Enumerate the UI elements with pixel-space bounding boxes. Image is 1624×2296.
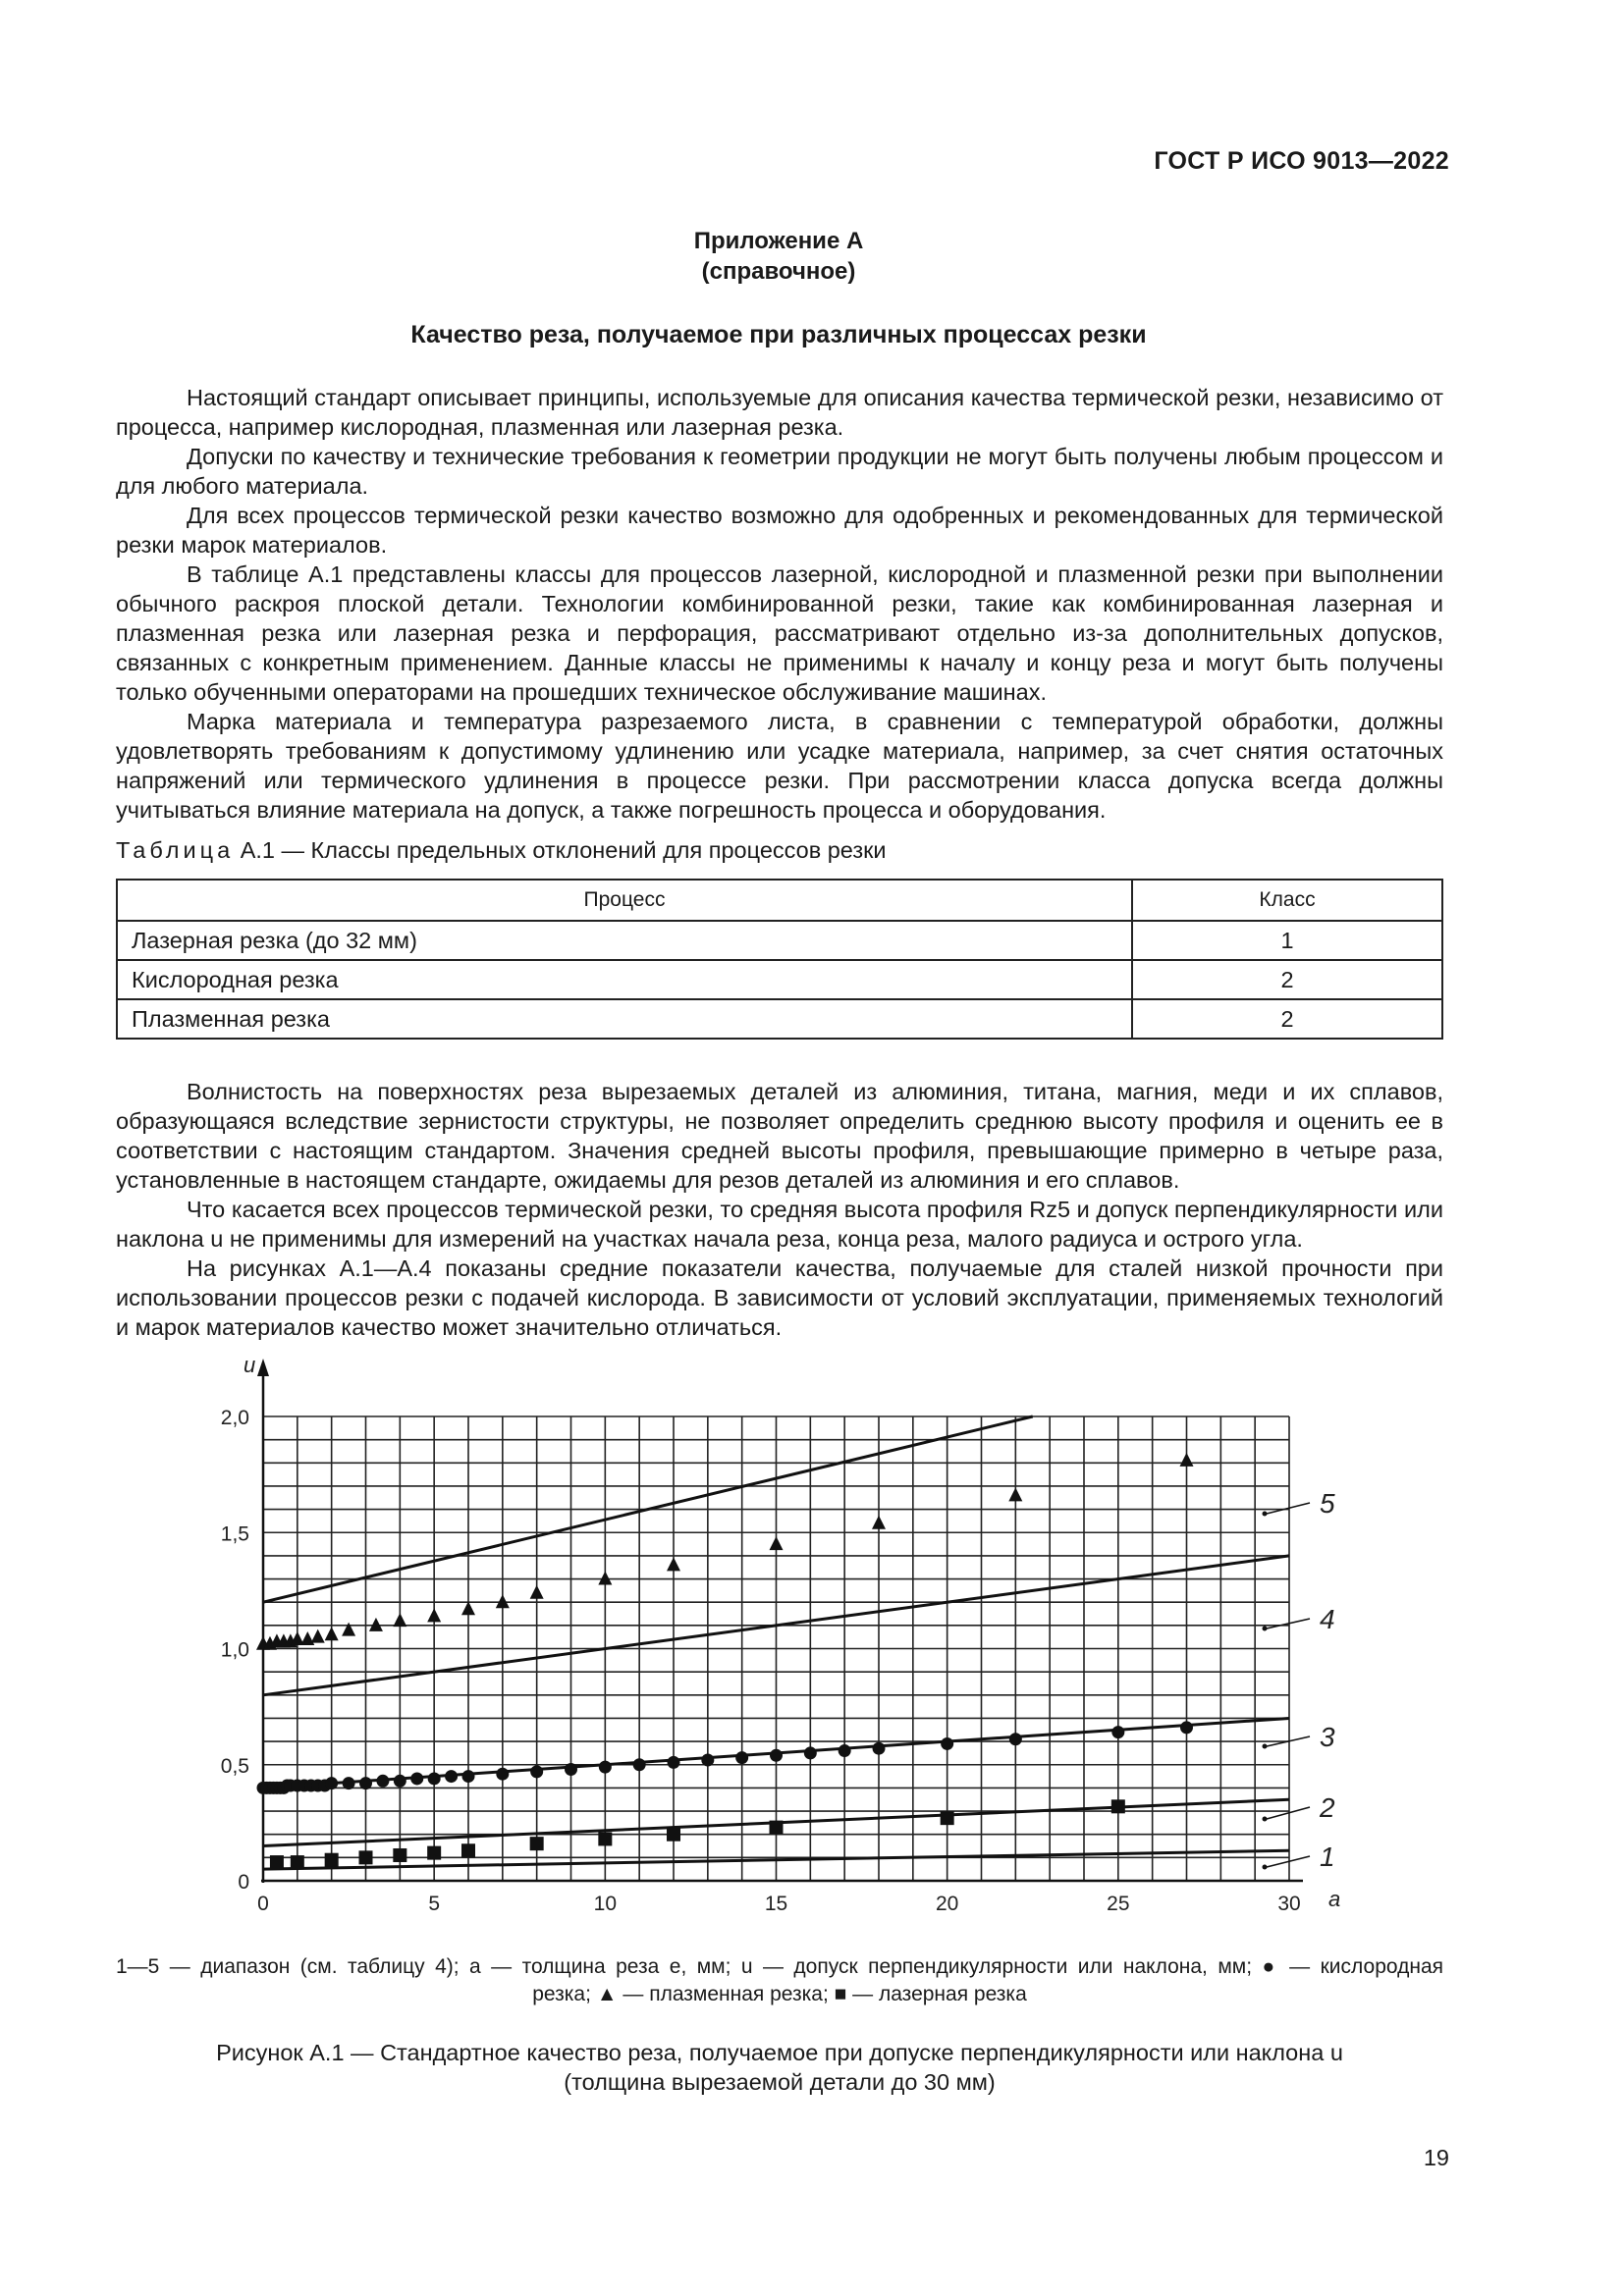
annex-heading: Качество реза, получаемое при различных процессах резки [410,321,1147,348]
range-label-dot [1263,1865,1268,1870]
table-row [117,999,1442,1039]
y-axis-label: u [244,1355,256,1377]
oxygen-cut-point [770,1749,783,1762]
plasma-cut-point [598,1572,612,1585]
header-process: Процесс [117,880,1132,921]
x-tick-label: 10 [593,1893,618,1915]
table-row [117,960,1442,999]
oxygen-cut-point [804,1746,817,1759]
oxygen-cut-point [410,1772,423,1785]
laser-cut-point [393,1848,406,1862]
annex-title: Приложение А [693,228,864,254]
y-tick-label: 0,5 [220,1754,249,1778]
plasma-cut-point [311,1629,325,1643]
range-label-dot [1263,1817,1268,1822]
range-label-dot [1263,1627,1268,1631]
intro-text [116,383,1443,825]
table-caption-text: А.1 — Классы предельных отклонений для процессов резки [240,837,887,863]
plasma-cut-point [300,1631,314,1645]
oxygen-cut-point [445,1770,458,1783]
paragraph: Что касается всех процессов термической резки, то средняя высота профиля Rz5 и допуск перпендикулярности или наклона u не применимы для измерений на участках начала реза, конца реза, малого радиуса и острого угла. [116,1197,1443,1252]
chart-axes [257,1359,1303,1883]
range-label-dot [1263,1744,1268,1749]
laser-cut-point [270,1855,284,1869]
process-class-table [116,879,1443,1040]
plasma-cut-point [369,1618,383,1631]
laser-cut-point [325,1853,339,1867]
cell-class: 2 [1132,960,1442,999]
range-label-2: 2 [1320,1792,1335,1823]
figure-caption [116,2038,1443,2097]
header-class: Класс [1132,880,1442,921]
laser-cut-point [667,1828,680,1842]
range-label-3: 3 [1320,1722,1335,1752]
table-header-row [117,880,1442,921]
y-tick-label: 0 [238,1871,249,1894]
oxygen-cut-point [941,1737,953,1750]
chart-data-points [256,1453,1194,1869]
figure-caption-line-1: Рисунок А.1 — Стандартное качество реза, получаемое при допуске перпендикулярности или наклона u [216,2040,1343,2065]
table-caption-label: Таблица [116,837,235,863]
range-label-dot [1263,1512,1268,1517]
plasma-cut-point [427,1608,441,1622]
x-tick-label: 15 [764,1893,788,1915]
laser-cut-point [941,1811,954,1825]
plasma-cut-point [1180,1453,1194,1467]
range-label-leader [1267,1619,1310,1629]
plasma-cut-point [667,1557,680,1571]
plasma-cut-point [325,1627,339,1640]
oxygen-cut-point [701,1754,714,1767]
range-label-1: 1 [1320,1842,1335,1872]
cell-process: Лазерная резка (до 32 мм) [117,921,1132,960]
oxygen-cut-point [1180,1721,1193,1734]
plasma-cut-point [770,1536,784,1550]
page-number: 19 [1423,2145,1449,2170]
figure-legend [116,1953,1443,2008]
x-axis-label: a [1328,1887,1341,1911]
laser-cut-point [598,1832,612,1845]
oxygen-cut-point [599,1761,612,1774]
document-id: ГОСТ Р ИСО 9013—2022 [1154,147,1449,175]
y-axis-arrow-icon [257,1359,269,1376]
oxygen-cut-point [462,1770,475,1783]
range-label-5: 5 [1320,1488,1335,1519]
paragraph: Для всех процессов термической резки качество возможно для одобренных и рекомендованных для термической резки марок материалов. [116,503,1443,558]
oxygen-cut-point [839,1744,851,1757]
plasma-cut-point [393,1613,406,1627]
oxygen-cut-point [735,1751,748,1764]
oxygen-cut-point [343,1777,355,1789]
laser-cut-point [359,1850,373,1864]
oxygen-cut-point [394,1775,406,1788]
x-tick-label: 5 [428,1893,441,1915]
chart-range-labels [1263,1488,1336,1872]
y-tick-label: 1,5 [220,1522,249,1546]
plasma-cut-point [342,1623,355,1636]
laser-cut-point [530,1837,544,1850]
laser-cut-point [427,1846,441,1860]
plasma-cut-point [530,1585,544,1599]
oxygen-cut-point [668,1756,680,1769]
annex-type: (справочное) [701,258,856,285]
oxygen-cut-point [633,1758,646,1771]
paragraph: Настоящий стандарт описывает принципы, используемые для описания качества термической резки, независимо от процесса, например кислородная, плазменная или лазерная резка. [116,385,1443,440]
oxygen-cut-point [428,1772,441,1785]
plasma-cut-point [1008,1487,1022,1501]
laser-cut-point [291,1855,304,1869]
oxygen-cut-point [359,1777,372,1789]
plasma-cut-point [461,1601,475,1615]
paragraph: Волнистость на поверхностях реза вырезаемых деталей из алюминия, титана, магния, меди и их сплавов, образующаяся вследствие зернистости структуры, не позволяет определить среднюю высоту профиля и оценить ее в соответствии с настоящим стандартом. Значения средней высоты профиля, превышающие примерно в четыре раза, установленные в настоящем стандарте, ожидаемы для резов деталей из алюминия и его сплавов. [116,1079,1443,1193]
plasma-cut-point [496,1594,510,1608]
oxygen-cut-point [565,1763,577,1776]
table-row [117,921,1442,960]
chart-grid [263,1416,1289,1881]
table-caption [116,837,887,864]
laser-cut-point [1111,1799,1125,1813]
x-tick-label: 30 [1277,1893,1301,1915]
laser-cut-point [461,1843,475,1857]
oxygen-cut-point [325,1777,338,1789]
legend-line-2: резка; ▲ — плазменная резка; ■ — лазерная резка [532,1983,1027,2005]
paragraph: На рисунках А.1—А.4 показаны средние показатели качества, получаемые для сталей низкой прочности при использовании процессов резки с подачей кислорода. В зависимости от условий эксплуатации, применяемых технологий и марок материалов качество может значительно отличаться. [116,1255,1443,1340]
range-label-leader [1267,1807,1310,1819]
cell-process: Плазменная резка [117,999,1132,1039]
oxygen-cut-point [376,1775,389,1788]
range-label-4: 4 [1320,1604,1335,1634]
y-tick-label: 2,0 [220,1407,249,1429]
cell-class: 1 [1132,921,1442,960]
paragraph: В таблице А.1 представлены классы для процессов лазерной, кислородной и плазменной резки при выполнении обычного раскроя плоской детали. Технологии комбинированной резки, такие как комбинированная лазерная и плазменная резка или лазерная резка и перфорация, рассматривают отдельно из-за дополнительных допусков, связанных с конкретным применением. Данные классы не применимы к началу и концу реза и могут быть получены только обученными операторами на прошедших техническое обслуживание машинах. [116,561,1443,705]
legend-line-1: 1—5 — диапазон (см. таблицу 4); a — толщина реза e, мм; u — допуск перпендикулярности или наклона, мм; ● — кислородная [116,1955,1443,1978]
cell-process: Кислородная резка [117,960,1132,999]
oxygen-cut-point [1009,1733,1022,1745]
plasma-cut-point [872,1516,886,1529]
oxygen-cut-point [496,1768,509,1781]
x-tick-label: 20 [935,1893,959,1915]
figure-caption-line-2: (толщина вырезаемой детали до 30 мм) [564,2069,996,2095]
figure-a1-chart [0,1355,1624,1944]
paragraph: Марка материала и температура разрезаемого листа, в сравнении с температурой обработки, должны удовлетворять требованиям к допустимому удлинению или усадке материала, например, за счет снятия остаточных напряжений или термического удлинения в процессе резки. При рассмотрении класса допуска всегда должны учитываться влияние материала на допуск, а также погрешность процесса и оборудования. [116,709,1443,823]
x-tick-label: 0 [257,1893,269,1915]
cell-class: 2 [1132,999,1442,1039]
x-tick-label: 25 [1107,1893,1130,1915]
oxygen-cut-point [530,1765,543,1778]
after-table-text [116,1077,1443,1342]
laser-cut-point [770,1821,784,1835]
oxygen-cut-point [873,1742,886,1755]
range-label-leader [1267,1503,1310,1514]
oxygen-cut-point [1111,1726,1124,1738]
paragraph: Допуски по качеству и технические требования к геометрии продукции не могут быть получены любым процессом и для любого материала. [116,444,1443,499]
y-tick-label: 1,0 [220,1638,249,1662]
